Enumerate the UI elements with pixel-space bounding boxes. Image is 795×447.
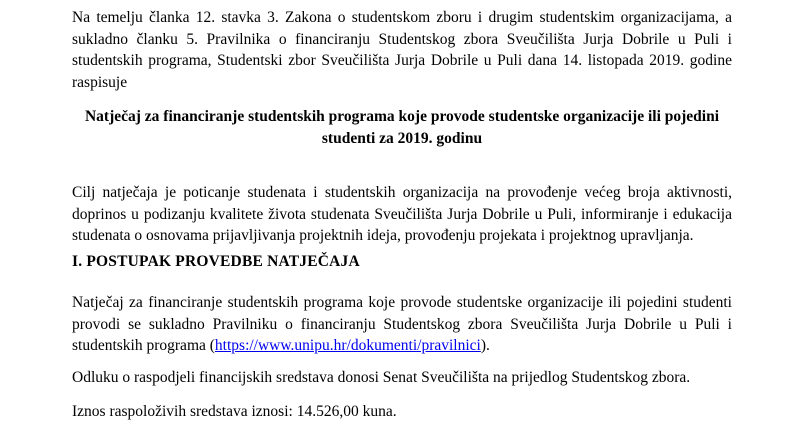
pravilnici-link[interactable]: https://www.unipu.hr/dokumenti/pravilnici: [214, 337, 481, 354]
intro-paragraph: Na temelju članka 12. stavka 3. Zakona o studentskom zboru i drugim studentskim organizacijama, a sukladno članku 5. Pravilnika o financiranju Studentskog zbora Sveučilišta Jurja Dobrile u Puli i studentskih programa, Studentski zbor Sveučilišta Jurja Dobrile u Puli dana 14. listopada 2019. godine raspisuje: [72, 9, 732, 91]
goal-paragraph: Cilj natječaja je poticanje studenata i studentskih organizacija na provođenje većeg broja aktivnosti, doprinos u podizanju kvalitete života studenata Sveučilišta Jurja Dobrile u Puli, informiranje i edukacija studenata o osnovama prijavljivanja projektnih ideja, provođenju projekata i projektnog upravljanja.: [72, 184, 732, 244]
amount-paragraph: Iznos raspoloživih sredstava iznosi: 14.526,00 kuna.: [72, 403, 397, 420]
section-1-heading: I. POSTUPAK PROVEDBE NATJEČAJA: [72, 252, 360, 270]
decision-paragraph: Odluku o raspodjeli financijskih sredstava donosi Senat Sveučilišta na prijedlog Studentskog zbora.: [72, 368, 691, 386]
procedure-paragraph: [72, 292, 732, 357]
document-title: Natječaj za financiranje studentskih programa koje provode studentske organizacije ili pojedini studenti za 2019. godinu: [84, 108, 720, 147]
procedure-text-before-link: Natječaj za financiranje studentskih programa koje provode studentske organizacije ili pojedini studenti provodi se sukladno Pravilniku o financiranju Studentskog zbora Sveučilišta Jurja Dobrile u Puli i studentskih programa (: [72, 294, 732, 354]
procedure-text-after-link: ).: [480, 337, 490, 354]
